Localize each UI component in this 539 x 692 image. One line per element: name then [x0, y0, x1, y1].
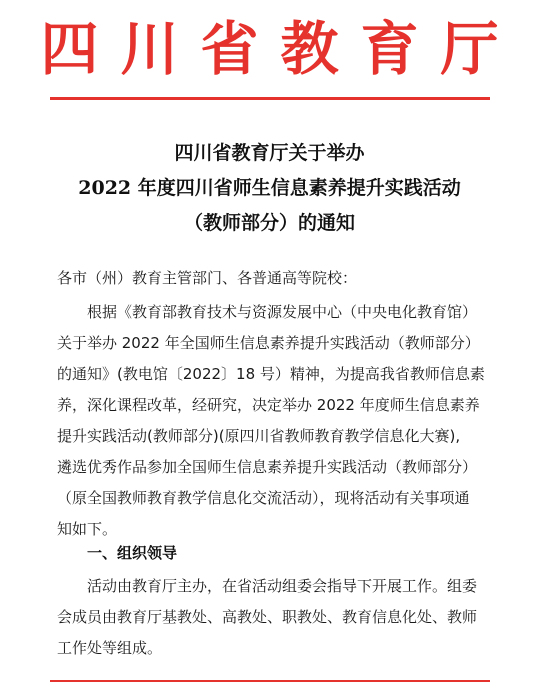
paragraph-intro: [57, 297, 497, 545]
footer-red-rule: [50, 680, 490, 682]
salutation: 各市（州）教育主管部门、各普通高等院校：: [57, 269, 358, 287]
paragraph-line: （原全国教师教育教学信息化交流活动），现将活动有关事项通: [57, 489, 470, 507]
letterhead-title: 四川省教育厅: [40, 15, 521, 83]
paragraph-line: 提升实践活动(教师部分)(原四川省教师教育教学信息化大赛),: [57, 427, 461, 445]
paragraph-line: 遴选优秀作品参加全国师生信息素养提升实践活动（教师部分）: [57, 458, 478, 476]
paragraph-line: 活动由教育厅主办，在省活动组委会指导下开展工作。组委: [87, 577, 478, 595]
paragraph-organization: [57, 571, 497, 664]
paragraph-line: 会成员由教育厅基教处、高教处、职教处、教育信息化处、教师: [57, 608, 478, 626]
paragraph-line: 工作处等组成。: [57, 639, 163, 657]
paragraph-line: 知如下。: [57, 520, 118, 538]
paragraph-line: 的通知》(教电馆〔2022〕18 号）精神，为提高我省教师信息素: [57, 365, 485, 383]
paragraph-line: 关于举办 2022 年全国师生信息素养提升实践活动（教师部分）: [57, 334, 480, 352]
notice-title-line-2: 2022 年度四川省师生信息素养提升实践活动: [78, 177, 461, 199]
paragraph-line: 根据《教育部教育技术与资源发展中心（中央电化教育馆）: [87, 303, 478, 321]
letterhead-red-rule: [50, 97, 490, 100]
notice-title-line-1: 四川省教育厅关于举办: [174, 142, 365, 164]
notice-title: [0, 136, 539, 241]
paragraph-line: 养，深化课程改革，经研究，决定举办 2022 年度师生信息素养: [57, 396, 480, 414]
section-heading-organization: 一、组织领导: [87, 544, 178, 562]
notice-title-line-3: （教师部分）的通知: [183, 212, 355, 234]
